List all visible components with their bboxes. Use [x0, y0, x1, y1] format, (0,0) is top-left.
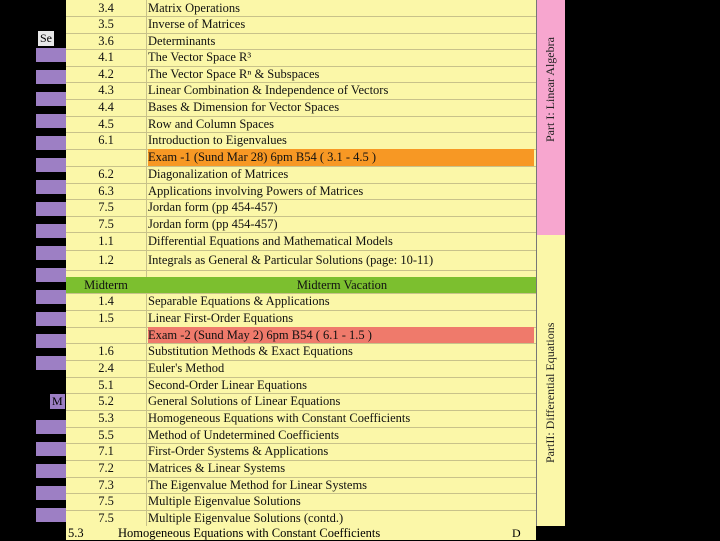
part1-band: [536, 0, 565, 235]
section-number: 7.1: [98, 444, 114, 458]
section-number: 4.1: [98, 50, 114, 64]
section-title: General Solutions of Linear Equations: [148, 394, 341, 408]
section-number: 4.5: [98, 117, 114, 131]
section-title: Inverse of Matrices: [148, 17, 246, 31]
section-title: Jordan form (pp 454-457): [148, 217, 278, 231]
section-number: 7.3: [98, 478, 114, 492]
section-number: 1.4: [98, 294, 114, 308]
section-title: Diagonalization of Matrices: [148, 167, 289, 181]
section-number: 6.3: [98, 184, 114, 198]
schedule-row: [66, 66, 536, 82]
exam-2-row: [66, 327, 536, 343]
section-number: 4.4: [98, 100, 114, 114]
midterm-vacation-row: [66, 277, 536, 293]
section-title: Separable Equations & Applications: [148, 294, 330, 308]
section-title: Differential Equations and Mathematical Models: [148, 234, 393, 248]
section-number: 7.5: [98, 511, 114, 525]
schedule-row: [66, 99, 536, 116]
schedule-sheet: [66, 0, 564, 526]
section-title: Euler's Method: [148, 361, 225, 375]
section-title: Exam -2 (Sund May 2) 6pm B54 ( 6.1 - 1.5 ): [148, 327, 534, 343]
schedule-row: [66, 510, 536, 526]
section-number: 2.4: [98, 361, 114, 375]
schedule-row: [66, 116, 536, 132]
schedule-row: [66, 33, 536, 49]
section-number: 1.2: [98, 253, 114, 267]
section-title: Linear Combination & Independence of Vectors: [148, 83, 389, 97]
section-title: The Vector Space Rⁿ & Subspaces: [148, 67, 320, 81]
schedule-row: [66, 82, 536, 99]
bottom-strip-title: Homogeneous Equations with Constant Coefficients: [118, 526, 381, 540]
schedule-row: [66, 49, 536, 66]
section-number: Midterm: [84, 278, 128, 292]
section-title: Multiple Eigenvalue Solutions (contd.): [148, 511, 344, 525]
section-number: 5.2: [98, 394, 114, 408]
section-number: 7.5: [98, 217, 114, 231]
section-title: Homogeneous Equations with Constant Coefficients: [148, 411, 411, 425]
section-title: Determinants: [148, 34, 216, 48]
part1-label: Part I: Linear Algebra: [543, 37, 557, 142]
section-title: Midterm Vacation: [296, 278, 388, 292]
exam-1-row: [66, 149, 536, 166]
schedule-row: [66, 377, 536, 393]
schedule-row: [66, 427, 536, 443]
section-number: 7.5: [98, 494, 114, 508]
part2-label: PartII: Differential Equations: [543, 322, 557, 463]
section-title: Multiple Eigenvalue Solutions: [148, 494, 301, 508]
section-title: Row and Column Spaces: [148, 117, 275, 131]
background-label-m: M: [52, 394, 63, 408]
section-title: Integrals as General & Particular Solutions (page: 10-11): [148, 253, 434, 267]
section-title: Linear First-Order Equations: [148, 311, 294, 325]
schedule-row: [66, 343, 536, 360]
section-number: 6.2: [98, 167, 114, 181]
bottom-strip-number: 5.3: [68, 526, 84, 540]
section-title: First-Order Systems & Applications: [148, 444, 329, 458]
section-number: 3.5: [98, 17, 114, 31]
section-number: 3.4: [98, 1, 114, 15]
bottom-strip: [66, 526, 536, 540]
section-number: 4.2: [98, 67, 114, 81]
schedule-row: [66, 232, 536, 250]
section-title: The Eigenvalue Method for Linear Systems: [148, 478, 368, 492]
section-number: 5.5: [98, 428, 114, 442]
schedule-row: [66, 293, 536, 310]
background-label-se: Se: [40, 31, 52, 45]
schedule-row: [66, 393, 536, 410]
section-number: 6.1: [98, 133, 114, 147]
schedule-row: [66, 0, 536, 16]
schedule-row: [66, 460, 536, 477]
section-title: Applications involving Powers of Matrices: [148, 184, 364, 198]
section-title: Jordan form (pp 454-457): [148, 200, 278, 214]
section-number: 7.5: [98, 200, 114, 214]
section-number: 1.6: [98, 344, 114, 358]
schedule-row: [66, 443, 536, 460]
section-title: The Vector Space R³: [148, 50, 252, 64]
section-number: 1.1: [98, 234, 114, 248]
schedule-row: [66, 216, 536, 232]
section-title: Introduction to Eigenvalues: [148, 133, 287, 147]
schedule-row: [66, 410, 536, 427]
schedule-row: [66, 477, 536, 493]
schedule-row: [66, 493, 536, 510]
section-number: 7.2: [98, 461, 114, 475]
schedule-row: [66, 360, 536, 377]
schedule-row: [66, 199, 536, 216]
section-title: Matrices & Linear Systems: [148, 461, 286, 475]
section-title: Bases & Dimension for Vector Spaces: [148, 100, 340, 114]
section-number: 4.3: [98, 83, 114, 97]
schedule-row: [66, 132, 536, 149]
row-divider: [66, 270, 536, 271]
bottom-strip-letter: D: [512, 526, 526, 540]
section-number: 5.3: [98, 411, 114, 425]
schedule-row: [66, 166, 536, 183]
schedule-row: [66, 250, 536, 270]
section-number: 5.1: [98, 378, 114, 392]
section-title: Exam -1 (Sund Mar 28) 6pm B54 ( 3.1 - 4.5 ): [148, 149, 534, 166]
schedule-row: [66, 16, 536, 33]
section-title: Matrix Operations: [148, 1, 240, 15]
section-title: Second-Order Linear Equations: [148, 378, 307, 392]
section-number: 3.6: [98, 34, 114, 48]
schedule-row: [66, 310, 536, 327]
part2-band: [536, 235, 565, 526]
section-number: 1.5: [98, 311, 114, 325]
section-title: Substitution Methods & Exact Equations: [148, 344, 353, 358]
section-title: Method of Undetermined Coefficients: [148, 428, 340, 442]
schedule-row: [66, 183, 536, 199]
